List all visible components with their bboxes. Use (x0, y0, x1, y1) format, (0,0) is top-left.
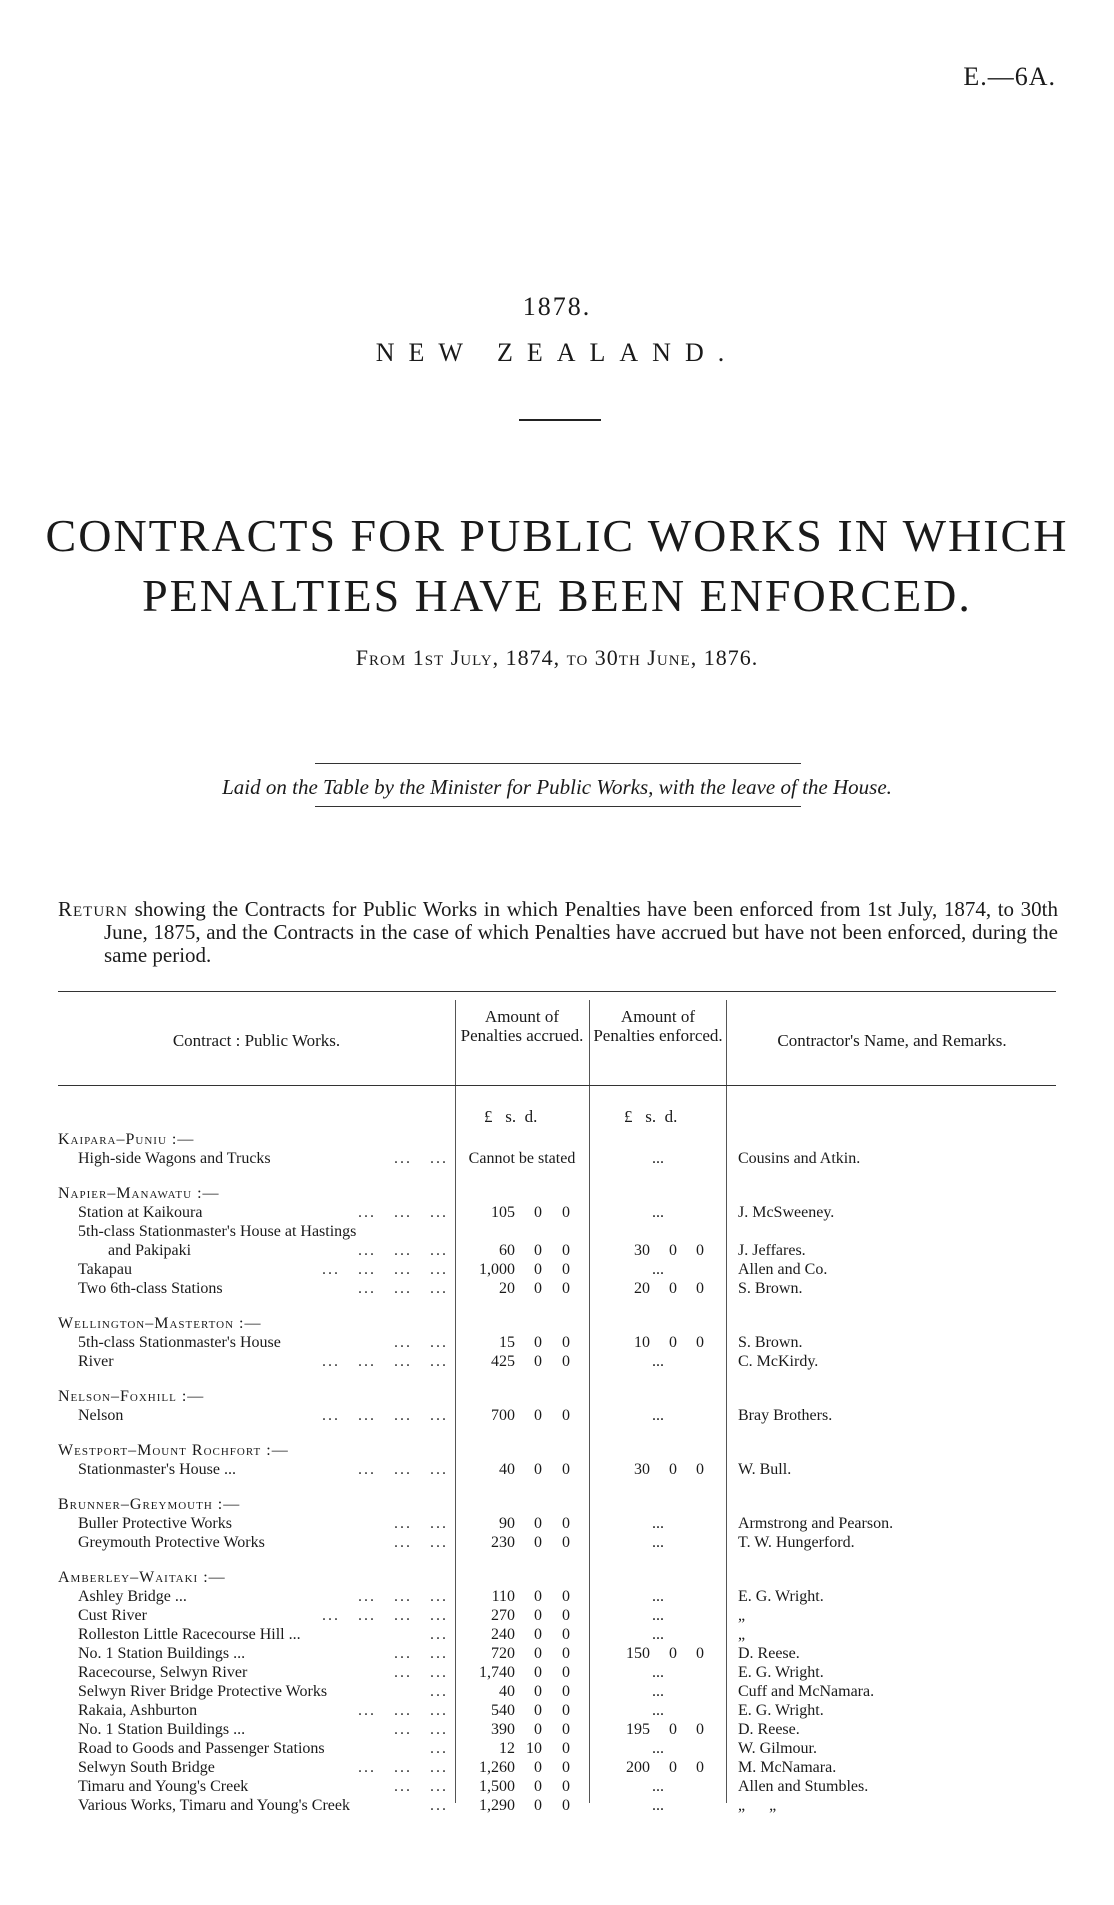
contractor-name: D. Reese. (738, 1645, 800, 1662)
accrued-note: Cannot be stated (468, 1150, 576, 1167)
enforced-pounds: 20 (634, 1280, 650, 1297)
accrued-pounds: 1,260 (479, 1759, 515, 1776)
work-name: Nelson (78, 1407, 124, 1424)
work-name: 5th-class Stationmaster's House (78, 1334, 281, 1351)
contractor-name: C. McKirdy. (738, 1353, 819, 1370)
section-heading: Wellington–Masterton :— (58, 1315, 262, 1332)
enforced-none: ... (652, 1204, 664, 1221)
work-name: Stationmaster's House ... (78, 1461, 236, 1478)
section-heading-row (58, 1314, 1056, 1334)
accrued-shillings: 0 (534, 1204, 542, 1221)
laid-on-table-note: Laid on the Table by the Minister for Public Works, with the leave of the House. (222, 775, 892, 799)
accrued-pence: 0 (562, 1702, 570, 1719)
table-row (58, 1758, 1056, 1778)
work-name: Road to Goods and Passenger Stations (78, 1740, 325, 1757)
section-heading-row (58, 1441, 1056, 1461)
work-name: River (78, 1353, 114, 1370)
accrued-shillings: 0 (534, 1759, 542, 1776)
accrued-pounds: 40 (499, 1683, 515, 1700)
enforced-pence: 0 (696, 1280, 704, 1297)
accrued-shillings: 0 (534, 1242, 542, 1259)
leader-dots: ... (412, 1626, 448, 1643)
accrued-shillings: 0 (534, 1334, 542, 1351)
enforced-none: ... (652, 1797, 664, 1814)
accrued-shillings: 0 (534, 1645, 542, 1662)
accrued-pounds: 390 (491, 1721, 515, 1738)
accrued-pence: 0 (562, 1683, 570, 1700)
contractor-name: „ (738, 1607, 746, 1624)
accrued-pounds: 1,500 (479, 1778, 515, 1795)
contractor-name: E. G. Wright. (738, 1702, 824, 1719)
accrued-pounds: 230 (491, 1534, 515, 1551)
table-row (58, 1149, 1056, 1169)
section-heading: Nelson–Foxhill :— (58, 1388, 205, 1405)
enforced-none: ... (652, 1683, 664, 1700)
leader-dots: ... ... ... ... (322, 1607, 448, 1624)
accrued-pence: 0 (562, 1664, 570, 1681)
table-row (58, 1203, 1056, 1223)
accrued-pence: 0 (562, 1515, 570, 1532)
leader-dots: ... ... (394, 1515, 448, 1532)
enforced-none: ... (652, 1407, 664, 1424)
table-row (58, 1663, 1056, 1683)
leader-dots: ... (394, 1683, 448, 1700)
leader-dots: ... ... ... (358, 1588, 448, 1605)
table-row (58, 1406, 1056, 1426)
contractor-name: S. Brown. (738, 1280, 803, 1297)
enforced-none: ... (652, 1588, 664, 1605)
enforced-none: ... (652, 1607, 664, 1624)
leader-dots: ... ... (394, 1334, 448, 1351)
enforced-shillings: 0 (669, 1334, 677, 1351)
accrued-shillings: 0 (534, 1353, 542, 1370)
accrued-pounds: 425 (491, 1353, 515, 1370)
table-row (58, 1739, 1056, 1759)
contractor-name: Bray Brothers. (738, 1407, 833, 1424)
accrued-pence: 0 (562, 1461, 570, 1478)
work-name: Rakaia, Ashburton (78, 1702, 198, 1719)
accrued-shillings: 0 (534, 1721, 542, 1738)
accrued-pence: 0 (562, 1759, 570, 1776)
accrued-shillings: 10 (526, 1740, 542, 1757)
work-name: Selwyn South Bridge (78, 1759, 215, 1776)
accrued-pounds: 90 (499, 1515, 515, 1532)
header-enforced: Amount of Penalties enforced. (593, 1007, 723, 1045)
accrued-shillings: 0 (534, 1664, 542, 1681)
enforced-none: ... (652, 1150, 664, 1167)
table-row (58, 1796, 1056, 1816)
work-name: Racecourse, Selwyn River (78, 1664, 248, 1681)
accrued-shillings: 0 (534, 1280, 542, 1297)
section-heading: Napier–Manawatu :— (58, 1185, 220, 1202)
section-heading: Amberley–Waitaki :— (58, 1569, 226, 1586)
accrued-pence: 0 (562, 1721, 570, 1738)
enforced-none: ... (652, 1702, 664, 1719)
enforced-none: ... (652, 1515, 664, 1532)
enforced-shillings: 0 (669, 1461, 677, 1478)
work-name: Rolleston Little Racecourse Hill ... (78, 1626, 301, 1643)
leader-dots: ... ... ... (358, 1461, 448, 1478)
units-accrued: £ s. d. (484, 1107, 538, 1126)
enforced-pence: 0 (696, 1242, 704, 1259)
enforced-none: ... (652, 1261, 664, 1278)
accrued-pounds: 240 (491, 1626, 515, 1643)
enforced-pounds: 30 (634, 1461, 650, 1478)
accrued-pence: 0 (562, 1353, 570, 1370)
contractor-name: J. McSweeney. (738, 1204, 835, 1221)
accrued-pence: 0 (562, 1645, 570, 1662)
table-row (58, 1460, 1056, 1480)
section-heading-row (58, 1387, 1056, 1407)
divider-bottom (315, 806, 801, 807)
title-line-2: PENALTIES HAVE BEEN ENFORCED. (142, 570, 972, 621)
leader-dots: ... ... (394, 1664, 448, 1681)
accrued-pounds: 720 (491, 1645, 515, 1662)
work-name: Two 6th-class Stations (78, 1280, 223, 1297)
accrued-pounds: 540 (491, 1702, 515, 1719)
work-name: Buller Protective Works (78, 1515, 232, 1532)
accrued-pence: 0 (562, 1242, 570, 1259)
table-row (58, 1333, 1056, 1353)
enforced-shillings: 0 (669, 1645, 677, 1662)
return-body: showing the Contracts for Public Works in which Penalties have been enforced from 1st July, 1874, to 30th June, 1875, and the Contracts in the case of which Penalties have accrued but have not been enforced, during the same period. (104, 897, 1058, 967)
work-name: Ashley Bridge ... (78, 1588, 187, 1605)
work-name: Various Works, Timaru and Young's Creek (78, 1797, 350, 1814)
document-title (0, 506, 1114, 626)
accrued-pence: 0 (562, 1334, 570, 1351)
enforced-pence: 0 (696, 1721, 704, 1738)
work-name: Takapau (78, 1261, 132, 1278)
header-contract: Contract : Public Works. (172, 1031, 341, 1050)
enforced-pounds: 30 (634, 1242, 650, 1259)
table-row (58, 1279, 1056, 1299)
accrued-pence: 0 (562, 1407, 570, 1424)
contractor-name: W. Bull. (738, 1461, 792, 1478)
work-name: No. 1 Station Buildings ... (78, 1645, 246, 1662)
work-name: High-side Wagons and Trucks (78, 1150, 271, 1167)
short-divider (519, 419, 601, 421)
work-name: Cust River (78, 1607, 147, 1624)
table-row (58, 1777, 1056, 1797)
enforced-pounds: 200 (626, 1759, 650, 1776)
contractor-name: S. Brown. (738, 1334, 803, 1351)
accrued-pence: 0 (562, 1797, 570, 1814)
table-row (58, 1514, 1056, 1534)
leader-dots: ... ... (394, 1534, 448, 1551)
section-heading: Kaipara–Puniu :— (58, 1131, 195, 1148)
enforced-pounds: 10 (634, 1334, 650, 1351)
accrued-pence: 0 (562, 1534, 570, 1551)
leader-dots: ... ... ... (358, 1702, 448, 1719)
leader-dots: ... ... ... (358, 1759, 448, 1776)
leader-dots: ... ... ... ... (322, 1261, 448, 1278)
enforced-none: ... (652, 1534, 664, 1551)
leader-dots: ... ... ... ... (322, 1353, 448, 1370)
accrued-pounds: 270 (491, 1607, 515, 1624)
work-name: Selwyn River Bridge Protective Works (78, 1683, 328, 1700)
enforced-pounds: 195 (626, 1721, 650, 1738)
accrued-shillings: 0 (534, 1261, 542, 1278)
accrued-shillings: 0 (534, 1797, 542, 1814)
date-range: From 1st July, 1874, to 30th June, 1876. (355, 645, 759, 670)
year: 1878. (522, 292, 592, 321)
units-enforced: £ s. d. (624, 1107, 678, 1126)
enforced-pence: 0 (696, 1645, 704, 1662)
section-heading-row (58, 1495, 1056, 1515)
leader-dots: ... ... (394, 1721, 448, 1738)
accrued-shillings: 0 (534, 1407, 542, 1424)
accrued-shillings: 0 (534, 1778, 542, 1795)
contractor-name: E. G. Wright. (738, 1588, 824, 1605)
leader-dots: ... ... (394, 1150, 448, 1167)
contractor-name: Allen and Co. (738, 1261, 828, 1278)
accrued-pence: 0 (562, 1740, 570, 1757)
accrued-shillings: 0 (534, 1702, 542, 1719)
leader-dots: ... ... ... ... (322, 1407, 448, 1424)
accrued-pounds: 110 (491, 1588, 515, 1605)
table-row (58, 1241, 1056, 1261)
accrued-pence: 0 (562, 1261, 570, 1278)
work-name: No. 1 Station Buildings ... (78, 1721, 246, 1738)
section-heading-row (58, 1568, 1056, 1588)
contractor-name: W. Gilmour. (738, 1740, 817, 1757)
accrued-pounds: 15 (499, 1334, 515, 1351)
title-line-1: CONTRACTS FOR PUBLIC WORKS IN WHICH (45, 510, 1069, 561)
contractor-name: Allen and Stumbles. (738, 1778, 869, 1795)
contractor-name: „ „ (738, 1797, 777, 1814)
accrued-pounds: 60 (499, 1242, 515, 1259)
contractor-name: Cousins and Atkin. (738, 1150, 861, 1167)
leader-dots: ... ... ... (358, 1204, 448, 1221)
enforced-pence: 0 (696, 1759, 704, 1776)
accrued-pounds: 1,000 (479, 1261, 515, 1278)
table-row (58, 1587, 1056, 1607)
table-row (58, 1222, 1056, 1242)
enforced-none: ... (652, 1664, 664, 1681)
country-heading: NEW ZEALAND. (375, 338, 739, 367)
table-top-border (58, 991, 1056, 992)
enforced-none: ... (652, 1778, 664, 1795)
accrued-shillings: 0 (534, 1683, 542, 1700)
leader-dots: ... (394, 1797, 448, 1814)
leader-dots: ... ... ... (358, 1242, 448, 1259)
contractor-name: M. McNamara. (738, 1759, 837, 1776)
table-row (58, 1682, 1056, 1702)
contractor-name: Cuff and McNamara. (738, 1683, 875, 1700)
section-heading-row (58, 1184, 1056, 1204)
accrued-pence: 0 (562, 1778, 570, 1795)
return-paragraph (58, 898, 1058, 967)
leader-dots: ... ... ... (358, 1280, 448, 1297)
document-reference: E.—6A. (963, 62, 1056, 91)
table-header-border (58, 1085, 1056, 1086)
accrued-pounds: 1,740 (479, 1664, 515, 1681)
leader-dots: ... (394, 1740, 448, 1757)
accrued-shillings: 0 (534, 1607, 542, 1624)
return-lead: Return (58, 897, 129, 921)
enforced-none: ... (652, 1626, 664, 1643)
enforced-pence: 0 (696, 1461, 704, 1478)
table-row (58, 1260, 1056, 1280)
accrued-pence: 0 (562, 1280, 570, 1297)
contractor-name: D. Reese. (738, 1721, 800, 1738)
enforced-shillings: 0 (669, 1721, 677, 1738)
table-row (58, 1701, 1056, 1721)
contractor-name: J. Jeffares. (738, 1242, 806, 1259)
work-name: Station at Kaikoura (78, 1204, 203, 1221)
accrued-pounds: 700 (491, 1407, 515, 1424)
table-row (58, 1644, 1056, 1664)
enforced-shillings: 0 (669, 1759, 677, 1776)
accrued-pounds: 20 (499, 1280, 515, 1297)
accrued-shillings: 0 (534, 1534, 542, 1551)
section-heading-row (58, 1130, 1056, 1150)
work-name: Timaru and Young's Creek (78, 1778, 249, 1795)
accrued-pounds: 1,290 (479, 1797, 515, 1814)
table-row (58, 1533, 1056, 1553)
divider-top (315, 763, 801, 764)
accrued-shillings: 0 (534, 1461, 542, 1478)
table-row (58, 1720, 1056, 1740)
leader-dots: ... ... (394, 1778, 448, 1795)
header-contractor: Contractor's Name, and Remarks. (777, 1031, 1007, 1050)
contractor-name: E. G. Wright. (738, 1664, 824, 1681)
accrued-shillings: 0 (534, 1626, 542, 1643)
enforced-shillings: 0 (669, 1242, 677, 1259)
table-row (58, 1625, 1056, 1645)
accrued-pence: 0 (562, 1626, 570, 1643)
contractor-name: Armstrong and Pearson. (738, 1515, 894, 1532)
accrued-shillings: 0 (534, 1588, 542, 1605)
accrued-pounds: 12 (499, 1740, 515, 1757)
enforced-pounds: 150 (626, 1645, 650, 1662)
work-name: 5th-class Stationmaster's House at Hastings (78, 1223, 357, 1240)
work-name: and Pakipaki (108, 1242, 192, 1259)
accrued-pence: 0 (562, 1204, 570, 1221)
accrued-pounds: 105 (491, 1204, 515, 1221)
table-row (58, 1352, 1056, 1372)
accrued-pounds: 40 (499, 1461, 515, 1478)
table-row (58, 1606, 1056, 1626)
accrued-pence: 0 (562, 1588, 570, 1605)
contractor-name: T. W. Hungerford. (738, 1534, 855, 1551)
section-heading: Brunner–Greymouth :— (58, 1496, 241, 1513)
header-accrued: Amount of Penalties accrued. (460, 1007, 584, 1045)
enforced-shillings: 0 (669, 1280, 677, 1297)
work-name: Greymouth Protective Works (78, 1534, 265, 1551)
accrued-shillings: 0 (534, 1515, 542, 1532)
section-heading: Westport–Mount Rochfort :— (58, 1442, 289, 1459)
enforced-pence: 0 (696, 1334, 704, 1351)
contractor-name: „ (738, 1626, 746, 1643)
enforced-none: ... (652, 1353, 664, 1370)
accrued-pence: 0 (562, 1607, 570, 1624)
leader-dots: ... ... (394, 1645, 448, 1662)
enforced-none: ... (652, 1740, 664, 1757)
